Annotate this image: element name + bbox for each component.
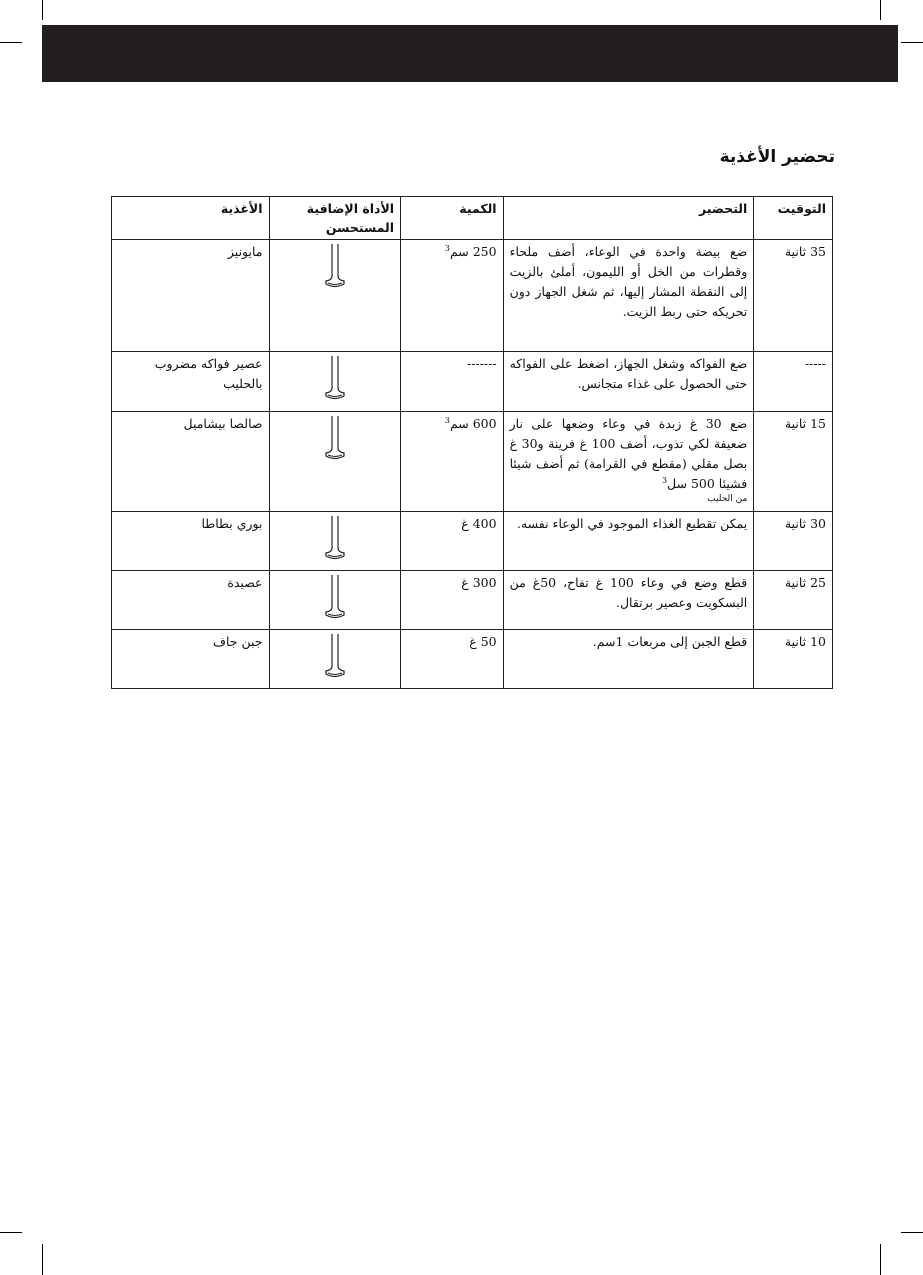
blender-foot-icon (321, 514, 349, 562)
table-header-row (112, 197, 833, 240)
header-time: التوقيت (754, 197, 833, 240)
table-row (112, 412, 833, 512)
crop-mark (901, 42, 923, 43)
cell-tool (269, 412, 401, 512)
superscript: 3 (661, 475, 668, 485)
blender-foot-icon (321, 354, 349, 402)
cell-food: بوري بطاطا (112, 512, 270, 571)
cell-quantity: 250 سم$^3$ (401, 240, 504, 352)
cell-prep: ضع بيضة واحدة في الوعاء، أضف ملحاء وقطرات من الخل أو الليمون، أملئ بالزيت إلى النقطة المشار إليها، ثم شغل الجهاز دون تحريكه حتى ربط الزيت. (503, 240, 754, 352)
cell-food: صالصا بيشاميل (112, 412, 270, 512)
cell-food: جبن جاف (112, 630, 270, 689)
cell-quantity: 400 غ (401, 512, 504, 571)
cell-prep: يمكن تقطيع الغذاء الموجود في الوعاء نفسه. (503, 512, 754, 571)
cell-time: ----- (754, 352, 833, 412)
cell-time: 15 ثانية (754, 412, 833, 512)
cell-tool (269, 571, 401, 630)
header-tool: الأداة الإضافية المستحسن (269, 197, 401, 240)
blender-foot-icon (321, 242, 349, 290)
header-quantity: الكمية (401, 197, 504, 240)
table-row (112, 571, 833, 630)
cell-prep: ضع الفواكه وشغل الجهاز، اضغط على الفواكه حتى الحصول على غذاء متجانس. (503, 352, 754, 412)
crop-mark (880, 0, 881, 20)
food-preparation-table (111, 196, 833, 689)
blender-foot-icon (321, 573, 349, 621)
crop-mark (0, 1232, 22, 1233)
cell-quantity: 300 غ (401, 571, 504, 630)
cell-prep: ضع 30 غ زبدة في وعاء وضعها على نار ضعيفة لكي تذوب، أضف 100 غ فرينة و30 غ بصل مقلي (مقطع في القرامة) ثم أضف شيئا فشيئا 500 سل$^3$ من الحليب (503, 412, 754, 512)
header-prep: التحضير (503, 197, 754, 240)
cell-food: عصير فواكه مضروب بالحليب (112, 352, 270, 412)
prep-tail: من الحليب (707, 494, 748, 504)
table-row (112, 630, 833, 689)
cell-time: 10 ثانية (754, 630, 833, 689)
blender-foot-icon (321, 414, 349, 462)
cell-tool (269, 512, 401, 571)
cell-prep: قطع الجبن إلى مربعات 1سم. (503, 630, 754, 689)
cell-prep: قطع وضع في وعاء 100 غ تفاح، 50غ من البسكويت وعصير برتقال. (503, 571, 754, 630)
cell-time: 25 ثانية (754, 571, 833, 630)
cell-quantity: ------- (401, 352, 504, 412)
crop-mark (42, 1244, 43, 1275)
section-title: تحضير الأغذية (719, 147, 835, 167)
cell-tool (269, 630, 401, 689)
cell-time: 30 ثانية (754, 512, 833, 571)
cell-tool (269, 240, 401, 352)
cell-food: مايونيز (112, 240, 270, 352)
superscript: 3 (444, 415, 450, 425)
table-row (112, 512, 833, 571)
cell-time: 35 ثانية (754, 240, 833, 352)
crop-mark (901, 1232, 923, 1233)
cell-food: عصيدة (112, 571, 270, 630)
crop-mark (42, 0, 43, 20)
table-row (112, 240, 833, 352)
cell-quantity: 50 غ (401, 630, 504, 689)
crop-mark (0, 42, 22, 43)
header-bar (42, 25, 898, 82)
table-row (112, 352, 833, 412)
cell-tool (269, 352, 401, 412)
cell-quantity: 600 سم$^3$ (401, 412, 504, 512)
crop-mark (880, 1244, 881, 1275)
superscript: 3 (444, 243, 450, 253)
blender-foot-icon (321, 632, 349, 680)
header-food: الأغذية (112, 197, 270, 240)
